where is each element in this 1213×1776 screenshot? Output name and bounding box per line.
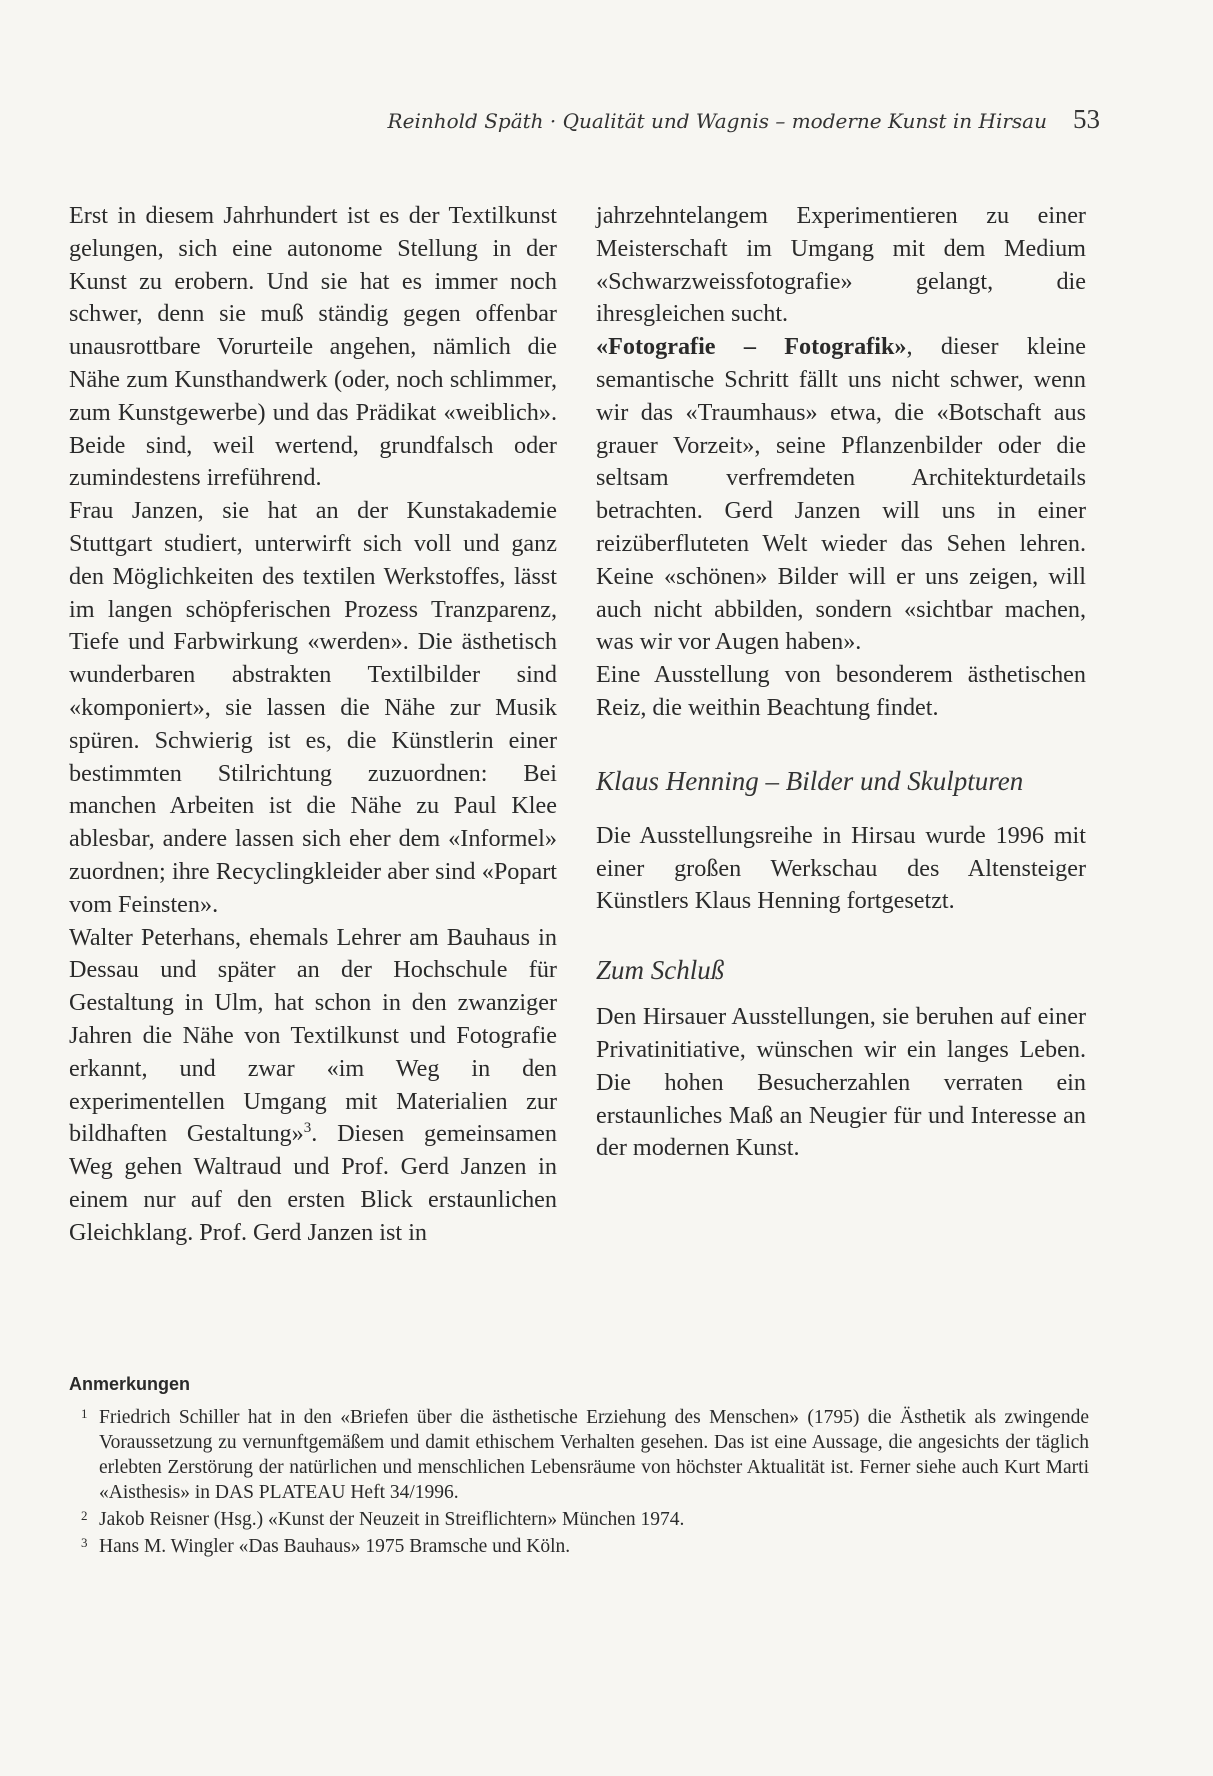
paragraph: Eine Ausstellung von besonderem ästhetischen Reiz, die weithin Beachtung findet. [596,661,1086,721]
footnote-text: Hans M. Wingler «Das Bauhaus» 1975 Bramsche und Köln. [99,1536,571,1557]
paragraph-text: Walter Peterhans, ehemals Lehrer am Bauhaus in Dessau und später an der Hochschule für Gestaltung in Ulm, hat schon in den zwanziger Jahren die Nähe von Textilkunst und Fotografie erkannt, und zwar «im Weg in den experimentellen Umgang mit Materialien zur bildhaften Gestaltung» [69,923,557,1148]
section-heading: Zum Schluß [596,955,725,986]
page-number: 53 [1073,104,1100,134]
paragraph-text: , dieser kleine semantische Schritt fällt uns nicht schwer, wenn wir das «Traumhaus» etwa, die «Botschaft aus grauer Vorzeit», seine Pflanzenbilder oder die seltsam verfremdeten Architekturdetails betrachten. Gerd Janzen will uns in einer reizüberfluteten Welt wieder das Sehen lehren. Keine «schönen» Bilder will er uns zeigen, will auch nicht abbilden, sondern «sichtbar machen, was wir vor Augen haben». [596,333,1086,656]
paragraph: Frau Janzen, sie hat an der Kunstakademie Stuttgart studiert, unterwirft sich voll und ganz den Möglichkeiten des textilen Werkstoffes, lässt im langen schöpferischen Prozess Tranzparenz, Tiefe und Farbwirkung «werden». Die ästhetisch wunderbaren abstrakten Textilbilder sind «komponiert», sie lassen die Nähe zur Musik spüren. Schwierig ist es, die Künstlerin einer bestimmten Stilrichtung zuzuordnen: Bei manchen Arbeiten ist die Nähe zu Paul Klee ablesbar, andere lassen sich eher dem «Informel» zuordnen; ihre Recyclingkleider aber sind «Popart vom Feinsten». [69,497,557,918]
paragraph: Erst in diesem Jahrhundert ist es der Textilkunst gelungen, sich eine autonome Stellung in der Kunst zu erobern. Und sie hat es immer noch schwer, denn sie muß ständig gegen offenbar unausrottbare Vorurteile angehen, nämlich die Nähe zum Kunsthandwerk (oder, noch schlimmer, zum Kunstgewerbe) und das Prädikat «weiblich». Beide sind, weil wertend, grundfalsch oder zumindestens irreführend. [69,202,557,492]
running-head [240,104,1100,135]
paragraph-text: . Diesen gemeinsamen Weg gehen Waltraud und Prof. Gerd Janzen in einem nur auf den ersten Blick erstaunlichen Gleichklang. Prof. Gerd Janzen ist in [69,1120,557,1246]
footnote [69,1534,1089,1559]
footnote-number: 3 [81,1535,88,1550]
footnotes [69,1374,1089,1561]
footnote-text: Jakob Reisner (Hsg.) «Kunst der Neuzeit in Streiflichtern» München 1974. [99,1509,685,1530]
paragraph [596,331,1086,659]
section-heading: Klaus Henning – Bilder und Skulpturen [596,765,1024,796]
running-title: Reinhold Späth · Qualität und Wagnis – moderne Kunst in Hirsau [387,109,1047,133]
left-column [69,200,557,1250]
paragraph: Die Ausstellungsreihe in Hirsau wurde 1996 mit einer großen Werkschau des Altensteiger Künstlers Klaus Henning fortgesetzt. [596,821,1086,915]
footnote-text: Friedrich Schiller hat in den «Briefen über die ästhetische Erziehung des Menschen» (1795) die Ästhetik als zwingende Voraussetzung zu vernunftgemäßem und damit ethischem Verhalten gesehen. Das ist eine Aussage, die angesichts der täglich erlebten Zerstörung der natürlichen und menschlichen Lebensräume von höchster Aktualität ist. Ferner siehe auch Kurt Marti «Aisthesis» in DAS PLATEAU Heft 34/1996. [99,1407,1089,1503]
footnotes-heading: Anmerkungen [69,1374,191,1394]
paragraph: jahrzehntelangem Experimentieren zu einer Meisterschaft im Umgang mit dem Medium «Schwarzweissfotografie» gelangt, die ihresgleichen sucht. [596,202,1086,328]
footnote-marker: 3 [303,1120,312,1137]
paragraph [69,922,557,1250]
bold-phrase: «Fotografie – Fotografik» [596,333,907,361]
footnote-number: 1 [81,1406,88,1421]
footnote-number: 2 [81,1508,88,1523]
paragraph: Den Hirsauer Ausstellungen, sie beruhen auf einer Privatinitiative, wünschen wir ein langes Leben. Die hohen Besucherzahlen verraten ein erstaunliches Maß an Neugier für und Interesse an der modernen Kunst. [596,1003,1086,1162]
footnote [69,1507,1089,1532]
footnote [69,1405,1089,1505]
right-column [596,200,1086,1165]
